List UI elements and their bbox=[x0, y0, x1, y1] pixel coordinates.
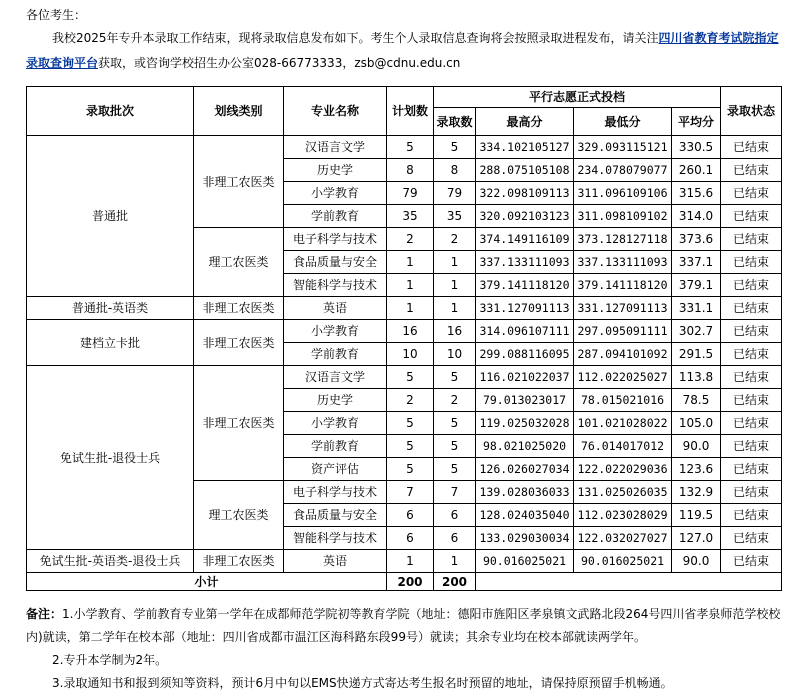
plan-cell: 5 bbox=[387, 435, 434, 458]
category-cell: 理工农医类 bbox=[194, 481, 284, 550]
major-cell: 小学教育 bbox=[284, 182, 387, 205]
major-cell: 英语 bbox=[284, 550, 387, 573]
major-cell: 食品质量与安全 bbox=[284, 504, 387, 527]
total-label: 小计 bbox=[27, 573, 387, 591]
category-cell: 理工农医类 bbox=[194, 228, 284, 297]
admitted-cell: 5 bbox=[434, 435, 476, 458]
status-cell: 已结束 bbox=[721, 136, 782, 159]
header-parallel-group: 平行志愿正式投档 bbox=[434, 87, 721, 108]
table-body bbox=[27, 136, 782, 591]
header-major: 专业名称 bbox=[284, 87, 387, 136]
plan-cell: 7 bbox=[387, 481, 434, 504]
admitted-cell: 5 bbox=[434, 458, 476, 481]
major-cell: 学前教育 bbox=[284, 435, 387, 458]
admitted-cell: 6 bbox=[434, 504, 476, 527]
batch-cell: 建档立卡批 bbox=[27, 320, 194, 366]
plan-cell: 6 bbox=[387, 504, 434, 527]
max-score-cell: 331.127091113 bbox=[476, 297, 574, 320]
category-cell: 非理工农医类 bbox=[194, 366, 284, 481]
avg-score-cell: 123.6 bbox=[672, 458, 721, 481]
major-cell: 小学教育 bbox=[284, 320, 387, 343]
admitted-cell: 2 bbox=[434, 228, 476, 251]
category-cell: 非理工农医类 bbox=[194, 320, 284, 366]
admitted-cell: 1 bbox=[434, 274, 476, 297]
max-score-cell: 126.026027034 bbox=[476, 458, 574, 481]
admitted-cell: 5 bbox=[434, 136, 476, 159]
status-cell: 已结束 bbox=[721, 550, 782, 573]
major-cell: 历史学 bbox=[284, 159, 387, 182]
avg-score-cell: 315.6 bbox=[672, 182, 721, 205]
avg-score-cell: 337.1 bbox=[672, 251, 721, 274]
max-score-cell: 139.028036033 bbox=[476, 481, 574, 504]
max-score-cell: 119.025032028 bbox=[476, 412, 574, 435]
min-score-cell: 311.096109106 bbox=[574, 182, 672, 205]
note-1: 备注：1.小学教育、学前教育专业第一学年在成都师范学院初等教育学院（地址：德阳市旌阳区孝泉镇文武路北段264号四川省孝泉师范学校校内)就读，第二学年在校本部（地址：四川省成都市温江区海科路东段99号）就读；其余专业均在校本部就读两学年。 bbox=[26, 607, 781, 644]
header-admitted: 录取数 bbox=[434, 108, 476, 136]
min-score-cell: 78.015021016 bbox=[574, 389, 672, 412]
plan-cell: 16 bbox=[387, 320, 434, 343]
max-score-cell: 128.024035040 bbox=[476, 504, 574, 527]
avg-score-cell: 127.0 bbox=[672, 527, 721, 550]
status-cell: 已结束 bbox=[721, 228, 782, 251]
table-row bbox=[27, 366, 782, 389]
table-row bbox=[27, 550, 782, 573]
intro-paragraph bbox=[26, 26, 786, 76]
status-cell: 已结束 bbox=[721, 504, 782, 527]
min-score-cell: 234.078079077 bbox=[574, 159, 672, 182]
plan-cell: 5 bbox=[387, 458, 434, 481]
status-cell: 已结束 bbox=[721, 366, 782, 389]
min-score-cell: 90.016025021 bbox=[574, 550, 672, 573]
header-line-category: 划线类别 bbox=[194, 87, 284, 136]
header-min: 最低分 bbox=[574, 108, 672, 136]
category-cell: 非理工农医类 bbox=[194, 136, 284, 228]
plan-cell: 2 bbox=[387, 228, 434, 251]
status-cell: 已结束 bbox=[721, 389, 782, 412]
header-max: 最高分 bbox=[476, 108, 574, 136]
max-score-cell: 334.102105127 bbox=[476, 136, 574, 159]
plan-cell: 35 bbox=[387, 205, 434, 228]
category-cell: 非理工农医类 bbox=[194, 550, 284, 573]
max-score-cell: 337.133111093 bbox=[476, 251, 574, 274]
min-score-cell: 329.093115121 bbox=[574, 136, 672, 159]
avg-score-cell: 90.0 bbox=[672, 550, 721, 573]
major-cell: 汉语言文学 bbox=[284, 366, 387, 389]
batch-cell: 普通批-英语类 bbox=[27, 297, 194, 320]
avg-score-cell: 291.5 bbox=[672, 343, 721, 366]
plan-cell: 2 bbox=[387, 389, 434, 412]
major-cell: 电子科学与技术 bbox=[284, 228, 387, 251]
status-cell: 已结束 bbox=[721, 320, 782, 343]
plan-cell: 1 bbox=[387, 550, 434, 573]
plan-cell: 5 bbox=[387, 136, 434, 159]
note-3: 3.录取通知书和报到须知等资料，预计6月中旬以EMS快递方式寄达考生报名时预留的地址，请保持原预留手机畅通。 bbox=[52, 676, 673, 690]
status-cell: 已结束 bbox=[721, 527, 782, 550]
category-cell: 非理工农医类 bbox=[194, 297, 284, 320]
avg-score-cell: 331.1 bbox=[672, 297, 721, 320]
min-score-cell: 297.095091111 bbox=[574, 320, 672, 343]
total-blank bbox=[476, 573, 782, 591]
header-avg: 平均分 bbox=[672, 108, 721, 136]
header-plan: 计划数 bbox=[387, 87, 434, 136]
min-score-cell: 379.141118120 bbox=[574, 274, 672, 297]
total-row bbox=[27, 573, 782, 591]
batch-cell: 免试生批-退役士兵 bbox=[27, 366, 194, 550]
header-status: 录取状态 bbox=[721, 87, 782, 136]
min-score-cell: 122.022029036 bbox=[574, 458, 672, 481]
max-score-cell: 322.098109113 bbox=[476, 182, 574, 205]
min-score-cell: 373.128127118 bbox=[574, 228, 672, 251]
min-score-cell: 101.021028022 bbox=[574, 412, 672, 435]
admitted-cell: 1 bbox=[434, 251, 476, 274]
avg-score-cell: 379.1 bbox=[672, 274, 721, 297]
admitted-cell: 8 bbox=[434, 159, 476, 182]
batch-cell: 免试生批-英语类-退役士兵 bbox=[27, 550, 194, 573]
max-score-cell: 133.029030034 bbox=[476, 527, 574, 550]
plan-cell: 10 bbox=[387, 343, 434, 366]
status-cell: 已结束 bbox=[721, 274, 782, 297]
max-score-cell: 314.096107111 bbox=[476, 320, 574, 343]
max-score-cell: 299.088116095 bbox=[476, 343, 574, 366]
max-score-cell: 374.149116109 bbox=[476, 228, 574, 251]
max-score-cell: 116.021022037 bbox=[476, 366, 574, 389]
intro-contact-text: 获取，或咨询学校招生办公室028-66773333，zsb@cdnu.edu.cn bbox=[98, 56, 461, 70]
major-cell: 资产评估 bbox=[284, 458, 387, 481]
major-cell: 英语 bbox=[284, 297, 387, 320]
avg-score-cell: 132.9 bbox=[672, 481, 721, 504]
plan-cell: 1 bbox=[387, 297, 434, 320]
min-score-cell: 311.098109102 bbox=[574, 205, 672, 228]
admitted-cell: 16 bbox=[434, 320, 476, 343]
major-cell: 电子科学与技术 bbox=[284, 481, 387, 504]
min-score-cell: 131.025026035 bbox=[574, 481, 672, 504]
min-score-cell: 287.094101092 bbox=[574, 343, 672, 366]
total-plan: 200 bbox=[387, 573, 434, 591]
min-score-cell: 112.022025027 bbox=[574, 366, 672, 389]
avg-score-cell: 90.0 bbox=[672, 435, 721, 458]
status-cell: 已结束 bbox=[721, 159, 782, 182]
major-cell: 智能科学与技术 bbox=[284, 274, 387, 297]
admitted-cell: 79 bbox=[434, 182, 476, 205]
status-cell: 已结束 bbox=[721, 481, 782, 504]
major-cell: 智能科学与技术 bbox=[284, 527, 387, 550]
note-2: 2.专升本学制为2年。 bbox=[52, 653, 168, 667]
admitted-cell: 5 bbox=[434, 366, 476, 389]
admitted-cell: 35 bbox=[434, 205, 476, 228]
avg-score-cell: 373.6 bbox=[672, 228, 721, 251]
plan-cell: 6 bbox=[387, 527, 434, 550]
admitted-cell: 10 bbox=[434, 343, 476, 366]
min-score-cell: 76.014017012 bbox=[574, 435, 672, 458]
admitted-cell: 1 bbox=[434, 297, 476, 320]
status-cell: 已结束 bbox=[721, 343, 782, 366]
admitted-cell: 7 bbox=[434, 481, 476, 504]
min-score-cell: 331.127091113 bbox=[574, 297, 672, 320]
plan-cell: 1 bbox=[387, 274, 434, 297]
admitted-cell: 2 bbox=[434, 389, 476, 412]
avg-score-cell: 113.8 bbox=[672, 366, 721, 389]
avg-score-cell: 314.0 bbox=[672, 205, 721, 228]
plan-cell: 5 bbox=[387, 412, 434, 435]
max-score-cell: 379.141118120 bbox=[476, 274, 574, 297]
plan-cell: 8 bbox=[387, 159, 434, 182]
notes bbox=[26, 603, 786, 695]
max-score-cell: 320.092103123 bbox=[476, 205, 574, 228]
table-row bbox=[27, 297, 782, 320]
status-cell: 已结束 bbox=[721, 182, 782, 205]
status-cell: 已结束 bbox=[721, 435, 782, 458]
header-batch: 录取批次 bbox=[27, 87, 194, 136]
major-cell: 食品质量与安全 bbox=[284, 251, 387, 274]
admitted-cell: 6 bbox=[434, 527, 476, 550]
avg-score-cell: 105.0 bbox=[672, 412, 721, 435]
notes-label: 备注： bbox=[26, 607, 63, 621]
min-score-cell: 112.023028029 bbox=[574, 504, 672, 527]
admitted-cell: 5 bbox=[434, 412, 476, 435]
salutation: 各位考生： bbox=[26, 8, 87, 22]
min-score-cell: 337.133111093 bbox=[574, 251, 672, 274]
max-score-cell: 90.016025021 bbox=[476, 550, 574, 573]
min-score-cell: 122.032027027 bbox=[574, 527, 672, 550]
major-cell: 汉语言文学 bbox=[284, 136, 387, 159]
avg-score-cell: 78.5 bbox=[672, 389, 721, 412]
admission-table bbox=[26, 86, 782, 591]
query-platform-link[interactable]: 四川省教育考试院指定录取查询平台 bbox=[26, 31, 779, 70]
intro-text: 我校2025年专升本录取工作结束，现将录取信息发布如下。考生个人录取信息查询将会按照录取进程发布，请关注 bbox=[52, 31, 659, 45]
major-cell: 学前教育 bbox=[284, 343, 387, 366]
avg-score-cell: 302.7 bbox=[672, 320, 721, 343]
table-row bbox=[27, 320, 782, 343]
plan-cell: 1 bbox=[387, 251, 434, 274]
avg-score-cell: 330.5 bbox=[672, 136, 721, 159]
avg-score-cell: 260.1 bbox=[672, 159, 721, 182]
status-cell: 已结束 bbox=[721, 251, 782, 274]
status-cell: 已结束 bbox=[721, 205, 782, 228]
major-cell: 学前教育 bbox=[284, 205, 387, 228]
max-score-cell: 98.021025020 bbox=[476, 435, 574, 458]
admitted-cell: 1 bbox=[434, 550, 476, 573]
batch-cell: 普通批 bbox=[27, 136, 194, 297]
status-cell: 已结束 bbox=[721, 412, 782, 435]
avg-score-cell: 119.5 bbox=[672, 504, 721, 527]
plan-cell: 5 bbox=[387, 366, 434, 389]
total-admitted: 200 bbox=[434, 573, 476, 591]
max-score-cell: 79.013023017 bbox=[476, 389, 574, 412]
table-row bbox=[27, 136, 782, 159]
status-cell: 已结束 bbox=[721, 297, 782, 320]
plan-cell: 79 bbox=[387, 182, 434, 205]
major-cell: 小学教育 bbox=[284, 412, 387, 435]
status-cell: 已结束 bbox=[721, 458, 782, 481]
max-score-cell: 288.075105108 bbox=[476, 159, 574, 182]
major-cell: 历史学 bbox=[284, 389, 387, 412]
